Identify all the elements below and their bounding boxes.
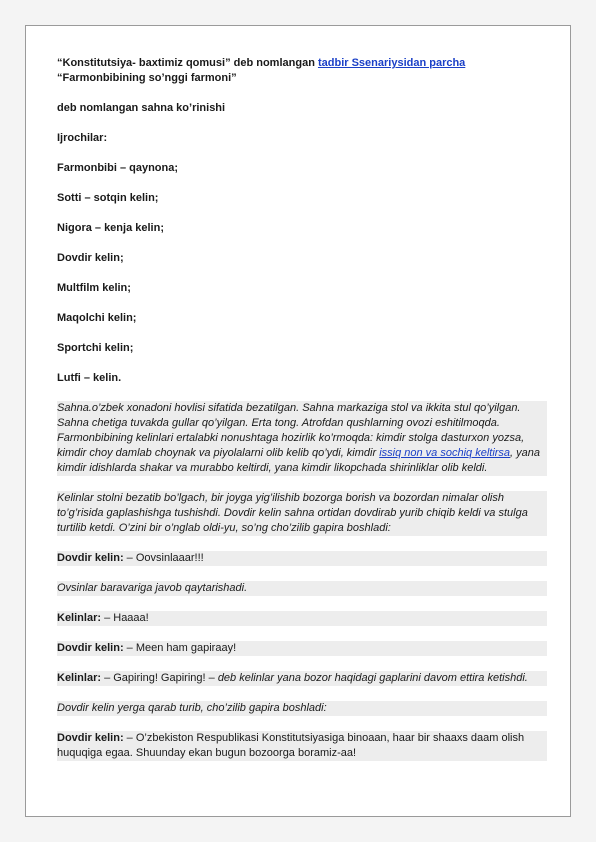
dialogue-text: – Haaaa! (101, 612, 149, 624)
speaker-name: Dovdir kelin: (57, 642, 124, 654)
stage-direction: Dovdir kelin yerga qarab turib, cho’zilib gapira boshladi: (57, 701, 547, 716)
stage-line: Kelinlar stolni bezatib bo’lgach, bir joyga yig’ilishib bozorga borish va bozordan nimalar olish (57, 492, 504, 504)
dialogue-line: huquqiga egaa. Shuunday ekan bugun bozoorga boramiz-aa! (57, 747, 357, 759)
inline-link[interactable]: issiq non va sochiq keltirsa (379, 447, 511, 459)
stage-line: Sahna.o’zbek xonadoni hovlisi sifatida bezatilgan. Sahna markaziga stol va ikkita stul qo’yilgan. (57, 402, 521, 414)
stage-line: turtilib ketdi. O’zini bir o’nglab oldi-yu, so’ng cho’zilib gapira boshladi: (57, 522, 391, 534)
document-body (57, 56, 547, 761)
stage-line: Farmonbibining kelinlari ertalabki nonushtaga hozirlik ko’rmoqda: kimdir stolga dasturxon yozsa, (57, 432, 525, 444)
dialogue-line (57, 641, 547, 656)
stage-line (57, 446, 547, 461)
speaker-name: Kelinlar: (57, 612, 102, 624)
cast-heading: Ijrochilar: (57, 132, 108, 144)
dialogue-text: – Meen ham gapiraay! (123, 642, 237, 654)
cast-item: Maqolchi kelin; (57, 312, 137, 324)
speaker-name: Kelinlar: (57, 672, 102, 684)
dialogue-line (57, 551, 547, 566)
stage-direction: Ovsinlar baravariga javob qaytarishadi. (57, 581, 547, 596)
stage-line-text: kimdir choy damlab choynak va piyolalarni olib kelib qo’ydi, kimdir (57, 447, 380, 459)
dialogue-text: – O’zbekiston Respublikasi Konstitutsiyasiga binoaan, haar bir shaaxs daam olish (123, 732, 525, 744)
dialogue-text: – Oovsinlaaar!!! (123, 552, 204, 564)
stage-line: kimdir idishlarda shakar va murabbo keltirdi, yana kimdir likopchada shirinliklar olib keldi. (57, 462, 488, 474)
cast-item: Sotti – sotqin kelin; (57, 192, 159, 204)
cast-item: Lutfi – kelin. (57, 372, 122, 384)
dialogue-stage-note: deb kelinlar yana bozor haqidagi gaplarini davom ettira ketishdi. (217, 672, 528, 684)
dialogue-line (57, 611, 547, 626)
dialogue-line (57, 671, 547, 686)
stage-line: Sahna chetiga tuvakda gullar qo’yilgan. Erta tong. Atrofdan qushlarning ovozi eshitilmoqda. (57, 417, 500, 429)
stage-direction-1 (57, 401, 547, 476)
cast-item: Sportchi kelin; (57, 342, 134, 354)
cast-item: Dovdir kelin; (57, 252, 124, 264)
header-line-2: “Farmonbibining so’nggi farmoni” (57, 72, 237, 84)
cast-item: Nigora – kenja kelin; (57, 222, 164, 234)
stage-direction-2 (57, 491, 547, 536)
dialogue-text: – Gapiring! Gapiring! – (101, 672, 218, 684)
document-page (25, 25, 571, 817)
stage-line-text: , yana (510, 447, 541, 459)
dialogue-line (57, 731, 547, 746)
speaker-name: Dovdir kelin: (57, 732, 124, 744)
dialogue-block (57, 731, 547, 761)
cast-item: Farmonbibi – qaynona; (57, 162, 179, 174)
speaker-name: Dovdir kelin: (57, 552, 124, 564)
header-link[interactable]: tadbir Ssenariysidan parcha (317, 57, 466, 69)
scene-subtitle: deb nomlangan sahna ko’rinishi (57, 102, 226, 114)
header-line-1-text: “Konstitutsiya- baxtimiz qomusi” deb nomlangan (57, 57, 318, 69)
header-line-1 (57, 56, 547, 71)
stage-line: to’g’risida gaplashishga tushishdi. Dovdir kelin sahna ortidan dovdirab yurib chiqib keldi va stulga (57, 507, 528, 519)
cast-item: Multfilm kelin; (57, 282, 131, 294)
